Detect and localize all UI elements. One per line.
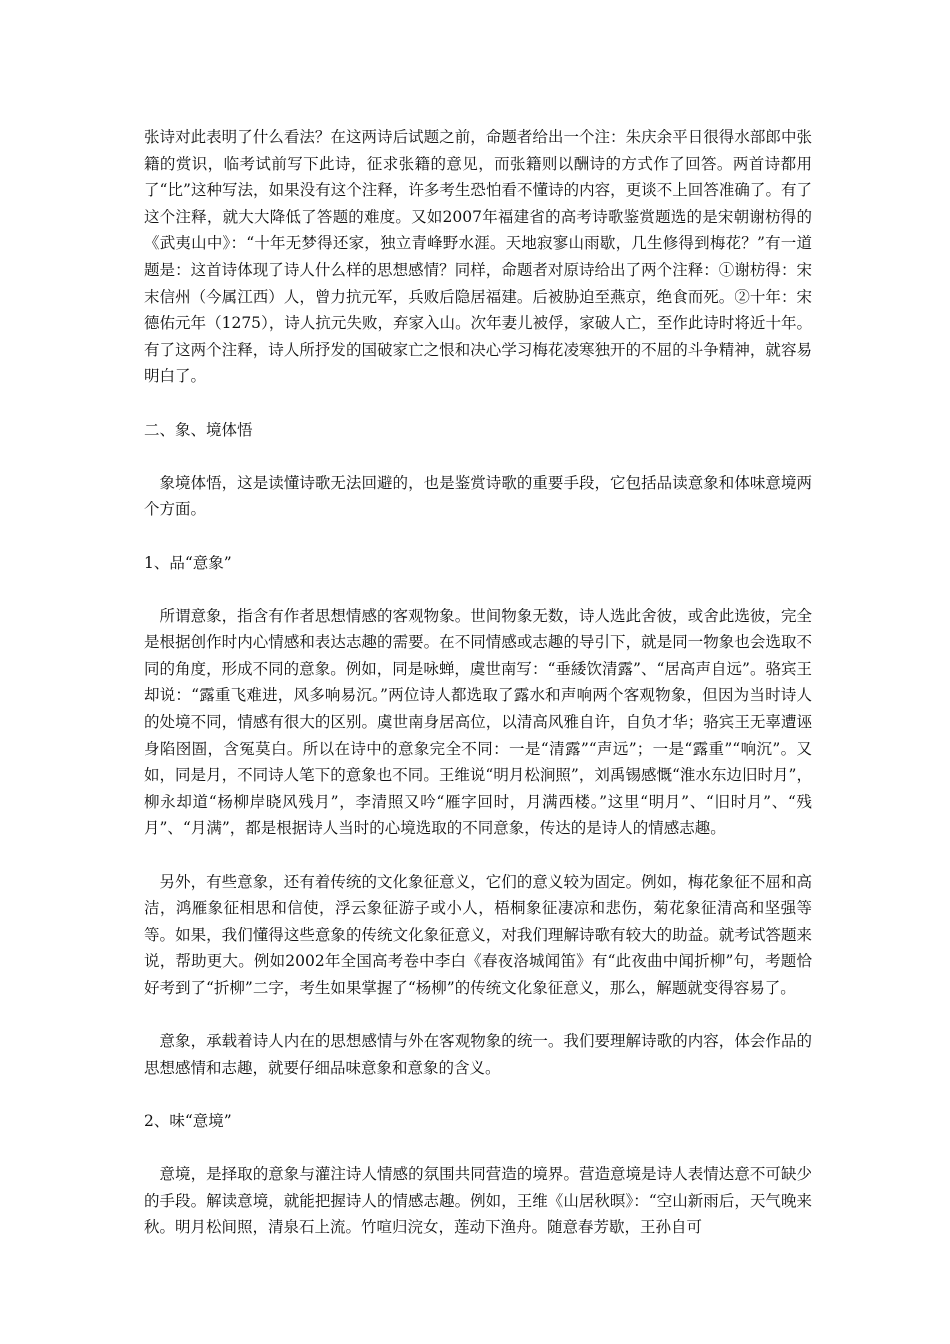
body-paragraph: 意境，是择取的意象与灌注诗人情感的氛围共同营造的境界。营造意境是诗人表情达意不可缺少的手段。解读意境，就能把握诗人的情感志趣。例如，王维《山居秋暝》：“空山新雨后，天气晚来秋。明月松间照，清泉石上流。竹喧归浣女，莲动下渔舟。随意春芳歇，王孙自可 — [144, 1165, 812, 1237]
body-paragraph: 张诗对此表明了什么看法？在这两诗后试题之前，命题者给出一个注：朱庆余平日很得水部郎中张籍的赏识，临考试前写下此诗，征求张籍的意见，而张籍则以酬诗的方式作了回答。两首诗都用了“比”这种写法，如果没有这个注释，许多考生恐怕看不懂诗的内容，更谈不上回答准确了。有了这个注释，就大大降低了答题的难度。又如2007年福建省的高考诗歌鉴赏题选的是宋朝谢枋得的《武夷山中》：“十年无梦得还家，独立青峰野水涯。天地寂寥山雨歇，几生修得到梅花？”有一道题是：这首诗体现了诗人什么样的思想感情？同样，命题者对原诗给出了两个注释：①谢枋得：宋末信州（今属江西）人，曾力抗元军，兵败后隐居福建。后被胁迫至燕京，绝食而死。②十年：宋德佑元年（1275），诗人抗元失败，弃家入山。次年妻儿被俘，家破人亡，至作此诗时将近十年。有了这两个注释，诗人所抒发的国破家亡之恨和决心学习梅花凌寒独开的不屈的斗争精神，就容易明白了。 — [144, 128, 812, 386]
body-paragraph: 另外，有些意象，还有着传统的文化象征意义，它们的意义较为固定。例如，梅花象征不屈和高洁，鸿雁象征相思和信使，浮云象征游子或小人，梧桐象征凄凉和悲伤，菊花象征清高和坚强等等。如果，我们懂得这些意象的传统文化象征意义，对我们理解诗歌有较大的助益。就考试答题来说，帮助更大。例如2002年全国高考卷中李白《春夜洛城闻笛》有“此夜曲中闻折柳”句，考题恰好考到了“折柳”二字，考生如果掌握了“杨柳”的传统文化象征意义，那么，解题就变得容易了。 — [144, 872, 812, 997]
subsection-heading: 2、味“意境” — [144, 1111, 232, 1130]
section-heading: 二、象、境体悟 — [144, 420, 253, 439]
document-page — [144, 124, 812, 1268]
body-paragraph: 象境体悟，这是读懂诗歌无法回避的，也是鉴赏诗歌的重要手段，它包括品读意象和体味意境两个方面。 — [144, 473, 812, 519]
body-paragraph: 所谓意象，指含有作者思想情感的客观物象。世间物象无数，诗人选此舍彼，或舍此选彼，完全是根据创作时内心情感和表达志趣的需要。在不同情感或志趣的导引下，就是同一物象也会选取不同的角度，形成不同的意象。例如，同是咏蝉，虞世南写：“垂緌饮清露”、“居高声自远”。骆宾王却说：“露重飞难进，风多响易沉。”两位诗人都选取了露水和声响两个客观物象，但因为当时诗人的处境不同，情感有很大的区别。虞世南身居高位，以清高风雅自许，自负才华；骆宾王无辜遭诬身陷囹圄，含冤莫白。所以在诗中的意象完全不同：一是“清露”“声远”；一是“露重”“响沉”。又如，同是月，不同诗人笔下的意象也不同。王维说“明月松涧照”，刘禹锡感慨“淮水东边旧时月”，柳永却道“杨柳岸晓风残月”，李清照又吟“雁字回时，月满西楼。”这里“明月”、“旧时月”、“残月”、“月满”，都是根据诗人当时的心境选取的不同意象，传达的是诗人的情感志趣。 — [144, 606, 812, 838]
body-paragraph: 意象，承载着诗人内在的思想感情与外在客观物象的统一。我们要理解诗歌的内容，体会作品的思想感情和志趣，就要仔细品味意象和意象的含义。 — [144, 1032, 812, 1077]
subsection-heading: 1、品“意象” — [144, 553, 232, 572]
